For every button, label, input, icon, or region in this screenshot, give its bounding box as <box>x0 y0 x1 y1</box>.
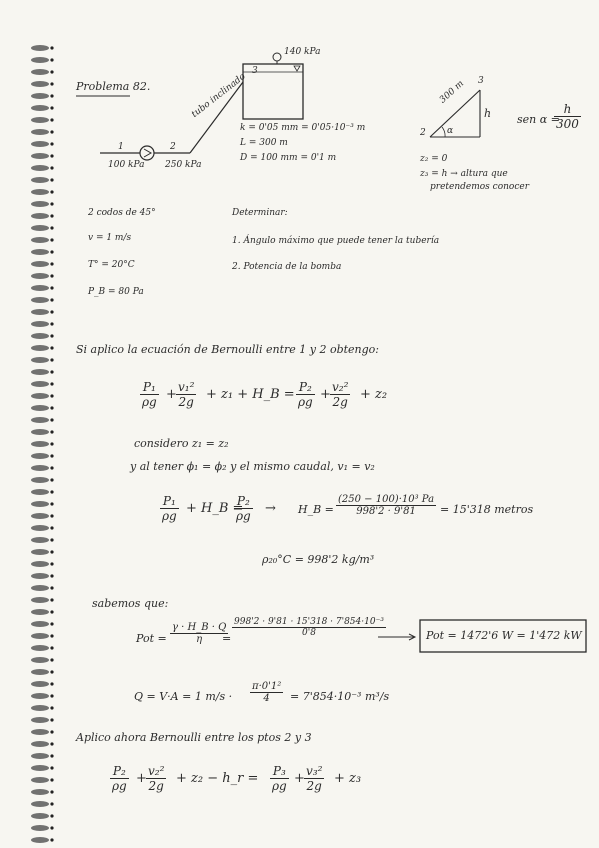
triangle-point3: 3 <box>478 76 484 86</box>
determine-item1: 1. Ángulo máximo que puede tener la tubería <box>232 236 440 246</box>
eq2-arrow: → <box>265 501 276 516</box>
flow-result: = 7'854·10⁻³ m³/s <box>290 690 390 703</box>
z3-note-cont: pretendemos conocer <box>430 182 529 192</box>
eq5-mid: + z₂ − h_r = <box>176 771 259 786</box>
eq2-lhs-frac: $\frac{\text{P₁}}{\rho g}$ <box>162 494 177 523</box>
length-spec: L = 300 m <box>240 138 288 148</box>
apply-again-note: Aplico ahora Bernoulli entre los ptos 2 y 3 <box>76 731 312 744</box>
eq1-end: + z₂ <box>360 387 388 402</box>
plus-sign: + <box>136 771 147 786</box>
eq2-mid: + H_B = <box>186 501 244 516</box>
plus-sign: + <box>166 387 177 402</box>
bernoulli-intro: Si aplico la ecuación de Bernoulli entre 1 y 2 obtengo: <box>76 343 380 356</box>
triangle-height: h <box>484 107 492 120</box>
problem-title: Problema 82. <box>76 80 151 93</box>
roughness-spec: k = 0'05 mm = 0'05·10⁻³ m <box>240 123 366 133</box>
eq2-rhs-frac: $\frac{\text{P₂}}{\rho g}$ <box>236 494 251 523</box>
given-temperature: T° = 20°C <box>88 260 135 270</box>
density-note: ρ₂₀°C = 998'2 kg/m³ <box>262 553 375 566</box>
point2-label: 2 <box>170 142 176 152</box>
eq1-v2-frac: $\frac{\text{v₂²}}{2g}$ <box>332 380 349 409</box>
eq5-v3-frac: $\frac{\text{v₃²}}{2g}$ <box>306 764 323 793</box>
same-flow-note: y al tener ϕ₁ = ϕ₂ y el mismo caudal, v₁ = v₂ <box>130 460 375 473</box>
eq1-mid: + z₁ + H_B = <box>206 387 295 402</box>
tank-pressure-label: 140 kPa <box>284 47 321 57</box>
determine-item2: 2. Potencia de la bomba <box>232 262 342 272</box>
flow-fraction: $\frac{\text{π·0'1²}}{4}$ <box>252 681 282 704</box>
eq5-end: + z₃ <box>334 771 362 786</box>
eq5-p2-frac: $\frac{\text{P₂}}{\rho g}$ <box>112 764 127 793</box>
eq1-p1-frac: $\frac{\text{P₁}}{\rho g}$ <box>142 380 157 409</box>
triangle-point2: 2 <box>420 128 426 138</box>
power-result: Pot = 1472'6 W = 1'472 kW <box>426 629 582 642</box>
sine-expression: sen α = <box>517 113 560 126</box>
p2-value: 250 kPa <box>165 160 202 170</box>
point3-label: 3 <box>252 66 258 76</box>
diameter-spec: D = 100 mm = 0'1 m <box>240 153 337 163</box>
p1-value: 100 kPa <box>108 160 145 170</box>
z3-note: z₃ = h → altura que <box>420 169 508 179</box>
plus-sign: + <box>320 387 331 402</box>
given-elbows: 2 codos de 45° <box>88 208 156 218</box>
sine-fraction: $\frac{h}{300}$ <box>556 102 579 131</box>
hb-label: H_B = <box>298 503 334 516</box>
flow-expression: Q = V·A = 1 m/s · <box>134 690 233 703</box>
eq1-p2-frac: $\frac{\text{P₂}}{\rho g}$ <box>298 380 313 409</box>
z2-note: z₂ = 0 <box>420 154 448 164</box>
triangle-angle: α <box>447 126 454 136</box>
pot-label: Pot = <box>136 632 167 645</box>
consider-note: considero z₁ = z₂ <box>134 437 229 450</box>
we-know-note: sabemos que: <box>92 597 169 610</box>
eq5-v2-frac: $\frac{\text{v₂²}}{2g}$ <box>148 764 165 793</box>
pipe-label: tubo inclinado <box>190 71 248 120</box>
point1-label: 1 <box>118 142 124 152</box>
eq5-p3-frac: $\frac{\text{P₃}}{\rho g}$ <box>272 764 287 793</box>
pot-mid-fraction: $\frac{\text{998'2 · 9'81 · 15'318 · 7'854·10⁻³}}{0'8}$ <box>234 617 384 638</box>
given-velocity: v = 1 m/s <box>88 233 132 243</box>
hb-fraction: $\frac{\text{(250 − 100)·10³ Pa}}{998'2 \cdot 9'81}$ <box>338 494 435 517</box>
pot-fraction: $\frac{\gamma \cdot H\_B \cdot Q}{\eta}$ <box>172 622 227 645</box>
determine-title: Determinar: <box>232 208 288 218</box>
hb-result: = 15'318 metros <box>440 503 534 516</box>
equals-sign: = <box>222 632 232 645</box>
triangle-hypotenuse: 300 m <box>438 78 466 106</box>
eq1-v1-frac: $\frac{\text{v₁²}}{2g}$ <box>178 380 195 409</box>
given-pb: P_B = 80 Pa <box>88 287 144 297</box>
plus-sign: + <box>294 771 305 786</box>
